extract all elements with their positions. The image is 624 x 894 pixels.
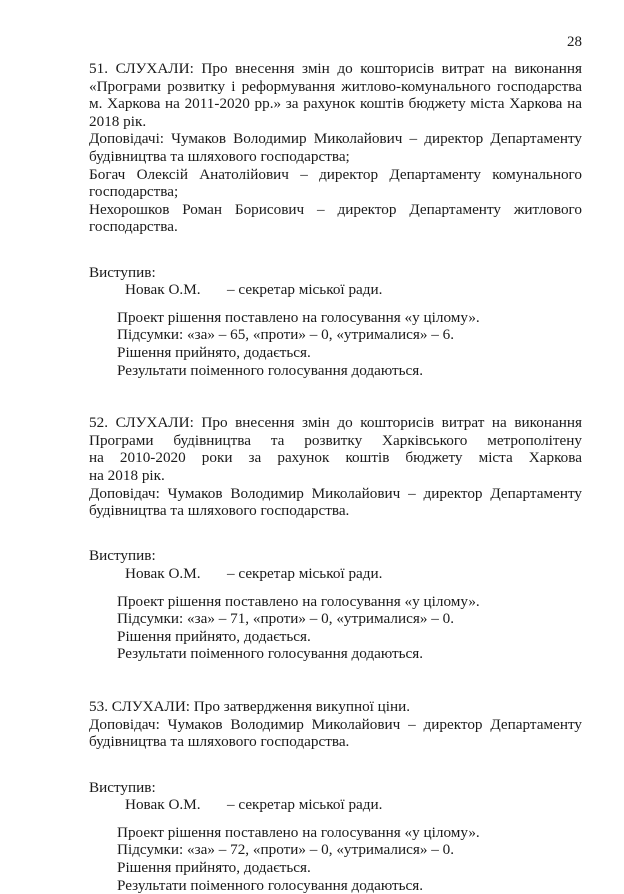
speeches-label: Виступив: xyxy=(89,778,156,796)
result-line: Проект рішення поставлено на голосування «у цілому». xyxy=(117,308,480,326)
reporter-line: будівництва та шляхового господарства. xyxy=(89,502,350,520)
speaker-line xyxy=(89,281,582,299)
heard-line: 53. СЛУХАЛИ: Про затвердження викупної ціни. xyxy=(89,698,411,716)
reporter-line: будівництва та шляхового господарства. xyxy=(89,733,350,751)
speeches-label: Виступив: xyxy=(89,547,156,565)
reporter-line: господарства; xyxy=(89,183,179,201)
speaker-name: Новак О.М. xyxy=(125,796,201,814)
speaker-name: Новак О.М. xyxy=(125,565,201,583)
reporter-line: Нехорошков Роман Борисович – директор Департаменту житлового xyxy=(89,200,582,218)
protocol-content xyxy=(89,60,582,894)
heard-line: на 2018 рік. xyxy=(89,467,165,485)
result-line: Результати поіменного голосування додаються. xyxy=(117,876,424,894)
speaker-line xyxy=(89,796,582,814)
reporter-line: Доповідач: Чумаков Володимир Миколайович – директор Департаменту xyxy=(89,484,582,502)
result-line: Рішення прийнято, додається. xyxy=(117,627,311,645)
heard-line: 51. СЛУХАЛИ: Про внесення змін до кошторисів витрат на виконання xyxy=(89,60,582,77)
heard-line: 52. СЛУХАЛИ: Про внесення змін до кошторисів витрат на виконання xyxy=(89,414,582,432)
page-number: 28 xyxy=(567,34,582,50)
agenda-item-52 xyxy=(89,414,582,663)
result-line: Проект рішення поставлено на голосування «у цілому». xyxy=(117,592,480,610)
speeches-label: Виступив: xyxy=(89,263,156,281)
reporter-line: Доповідач: Чумаков Володимир Миколайович – директор Департаменту xyxy=(89,715,582,733)
speaker-line xyxy=(89,565,582,583)
reporter-line: Богач Олексій Анатолійович – директор Департаменту комунального xyxy=(89,165,582,183)
result-line: Рішення прийнято, додається. xyxy=(117,343,311,361)
heard-line: на 2010-2020 роки за рахунок коштів бюджету міста Харкова xyxy=(89,449,582,467)
result-line: Результати поіменного голосування додаються. xyxy=(117,361,424,379)
result-line: Результати поіменного голосування додаються. xyxy=(117,645,424,663)
agenda-item-51 xyxy=(89,60,582,379)
heard-line: 2018 рік. xyxy=(89,112,147,130)
speaker-role: – секретар міської ради. xyxy=(227,565,383,583)
speaker-name: Новак О.М. xyxy=(125,281,201,299)
reporter-line: будівництва та шляхового господарства; xyxy=(89,147,350,165)
result-line: Рішення прийнято, додається. xyxy=(117,858,311,876)
reporter-line: господарства. xyxy=(89,218,178,236)
heard-line: Програми будівництва та розвитку Харківського метрополітену xyxy=(89,431,582,449)
speaker-role: – секретар міської ради. xyxy=(227,281,383,299)
heard-line: м. Харкова на 2011-2020 рр.» за рахунок коштів бюджету міста Харкова на xyxy=(89,95,582,113)
result-line: Проект рішення поставлено на голосування «у цілому». xyxy=(117,823,480,841)
heard-line: «Програми розвитку і реформування житлово-комунального господарства xyxy=(89,77,582,95)
result-line: Підсумки: «за» – 71, «проти» – 0, «утрималися» – 0. xyxy=(117,610,455,628)
agenda-item-53 xyxy=(89,698,582,894)
reporter-line: Доповідачі: Чумаков Володимир Миколайович – директор Департаменту xyxy=(89,130,582,148)
result-line: Підсумки: «за» – 72, «проти» – 0, «утрималися» – 0. xyxy=(117,841,455,859)
speaker-role: – секретар міської ради. xyxy=(227,796,383,814)
result-line: Підсумки: «за» – 65, «проти» – 0, «утрималися» – 6. xyxy=(117,326,455,344)
